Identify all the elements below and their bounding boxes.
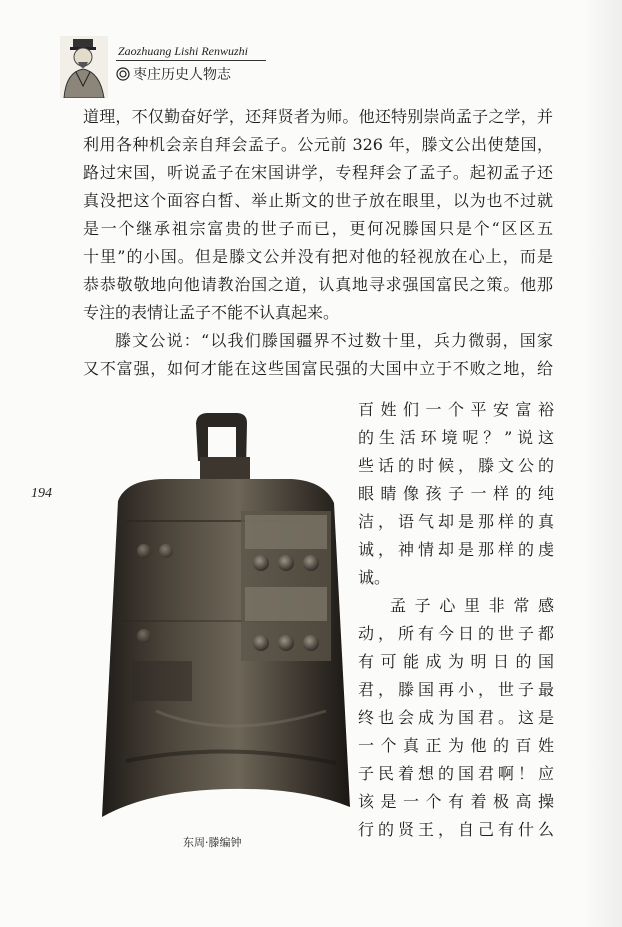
header-rule xyxy=(116,60,266,61)
scholar-portrait-icon xyxy=(60,36,108,98)
side-line: 孟子心里非常感 xyxy=(390,596,554,615)
side-line: 眼睛像孩子一样的纯 xyxy=(358,484,554,503)
header-book-title-row xyxy=(116,64,231,84)
body-line: 恭恭敬敬地向他请教治国之道，认真地寻求强国富民之策。他那 xyxy=(83,275,553,294)
body-line: 又不富强，如何才能在这些国富民强的大国中立于不败之地，给 xyxy=(83,359,553,378)
side-line: 的生活环境呢？”说这 xyxy=(358,428,554,447)
body-line: 十里”的小国。但是滕文公并没有把对他的轻视放在心上，而是 xyxy=(83,247,553,266)
side-line: 该是一个有着极高操 xyxy=(358,792,554,811)
page-number: 194 xyxy=(31,486,52,501)
side-line: 些话的时候，滕文公的 xyxy=(358,456,554,475)
body-line: 路过宋国，听说孟子在宋国讲学，专程拜会了孟子。起初孟子还 xyxy=(83,163,553,182)
body-line: 滕文公说：“以我们滕国疆界不过数十里，兵力微弱，国家 xyxy=(115,331,553,350)
side-line: 行的贤王，自己有什么 xyxy=(358,820,554,839)
bronze-bell-photo xyxy=(96,411,358,826)
body-text xyxy=(83,104,553,384)
body-line: 真没把这个面容白皙、举止斯文的世子放在眼里，以为也不过就 xyxy=(83,191,553,210)
side-text xyxy=(358,397,554,845)
side-line: 诚。 xyxy=(358,568,391,587)
side-line: 一个真正为他的百姓 xyxy=(358,736,554,755)
header-book-title: 枣庄历史人物志 xyxy=(133,67,231,83)
scan-edge-shadow xyxy=(582,0,622,927)
side-line: 动，所有今日的世子都 xyxy=(358,624,554,643)
figure-caption: 东周·滕编钟 xyxy=(183,836,242,849)
double-circle-icon xyxy=(116,67,130,81)
side-line: 子民着想的国君啊！应 xyxy=(358,764,554,783)
body-line: 利用各种机会亲自拜会孟子。公元前 326 年，滕文公出使楚国， xyxy=(83,135,553,154)
body-line: 专注的表情让孟子不能不认真起来。 xyxy=(83,303,340,322)
side-line: 洁，语气却是那样的真 xyxy=(358,512,554,531)
side-line: 百姓们一个平安富裕 xyxy=(358,400,554,419)
side-line: 诚，神情却是那样的虔 xyxy=(358,540,554,559)
side-line: 有可能成为明日的国 xyxy=(358,652,554,671)
page-header xyxy=(0,0,622,110)
body-line: 道理，不仅勤奋好学，还拜贤者为师。他还特别崇尚孟子之学，并 xyxy=(83,107,553,126)
side-line: 终也会成为国君。这是 xyxy=(358,708,554,727)
side-line: 君，滕国再小，世子最 xyxy=(358,680,554,699)
header-pinyin-title: Zaozhuang Lishi Renwuzhi xyxy=(118,44,249,58)
body-line: 是一个继承祖宗富贵的世子而已，更何况滕国只是个“区区五 xyxy=(83,219,553,238)
